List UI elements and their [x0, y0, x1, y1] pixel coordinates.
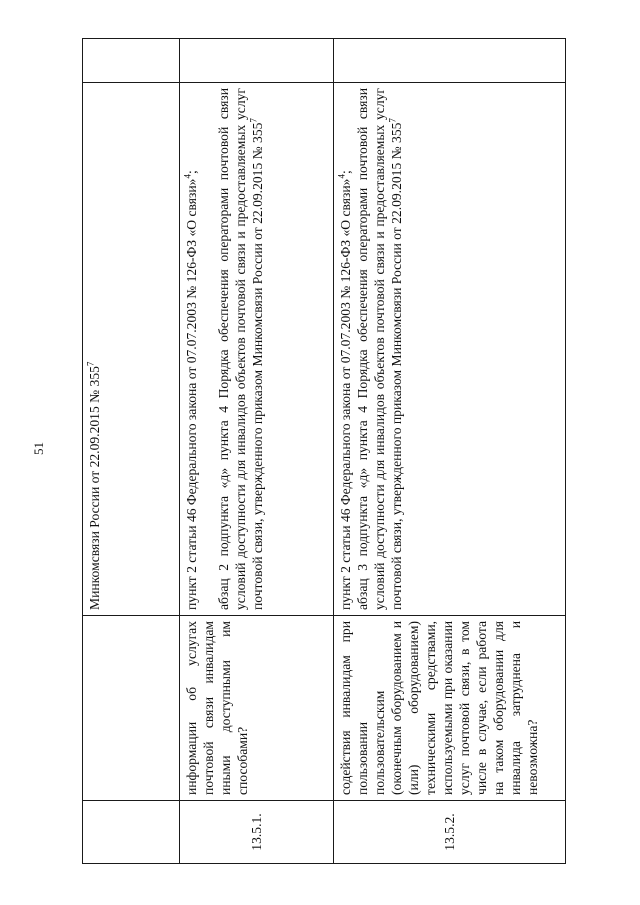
reference-text: абзац 2 подпункта «д» пункта 4 Порядка обеспечения операторами почтовой связи условий доступности для инвалидов объектов почтовой связи и предоставляемых услуг почтовой связи, утвержденного приказом Минкомсвязи России от 22.09.2015 № 355	[216, 88, 265, 610]
footnote-mark: 7	[248, 118, 259, 123]
footnote-mark: 4	[182, 174, 193, 179]
reference-text: пункт 2 статьи 46 Федерального закона от 07.07.2003 № 126-ФЗ «О связи»	[184, 178, 199, 610]
footnote-mark: 7	[85, 361, 96, 367]
question-text: информации об услугах почтовой связи инвалидам иными доступными им способами?	[184, 621, 250, 795]
reference-text: абзац 3 подпункта «д» пункта 4 Порядка обеспечения операторами почтовой связи условий доступности для инвалидов объектов почтовой связи и предоставляемых услуг почтовой связи, утвержденного приказом Минкомсвязи России от 22.09.2015 № 355	[355, 88, 404, 610]
document-sheet	[82, 39, 565, 864]
reference-paragraph	[215, 88, 266, 610]
punctuation: ;	[338, 170, 353, 175]
page-number: 51	[31, 442, 46, 455]
reference-text: пункт 2 статьи 46 Федерального закона от 07.07.2003 № 126-ФЗ «О связи»	[338, 178, 353, 610]
footnote-mark: 7	[387, 118, 398, 123]
reference-cell	[334, 83, 566, 616]
extra-cell	[180, 39, 334, 83]
extra-cell	[83, 39, 180, 83]
number-cell	[83, 801, 180, 864]
reference-paragraph	[183, 88, 200, 610]
punctuation: ;	[184, 170, 199, 175]
question-cell	[83, 616, 180, 801]
reference-text: Минкомсвязи России от 22.09.2015 № 355	[87, 366, 102, 610]
table-row	[334, 39, 566, 864]
table-row	[180, 39, 334, 864]
question-text: содействия инвалидам при пользовании пользовательским (оконечным оборудованием и (или) оборудованием) техническими средствами, используемыми при оказании услуг почтовой связи, в том числе в случае, если работа на таком оборудовании для инвалида затруднена и невозможна?	[338, 621, 540, 795]
item-number: 13.5.2.	[334, 801, 566, 864]
reference-paragraph	[337, 88, 354, 610]
question-cell	[334, 616, 566, 801]
footnote-mark: 4	[336, 174, 347, 179]
reference-paragraph	[354, 88, 405, 610]
item-number: 13.5.1.	[180, 801, 334, 864]
checklist-table	[82, 38, 566, 864]
question-cell	[180, 616, 334, 801]
reference-cell	[83, 83, 180, 616]
table-row	[83, 39, 180, 864]
extra-cell	[334, 39, 566, 83]
reference-cell	[180, 83, 334, 616]
